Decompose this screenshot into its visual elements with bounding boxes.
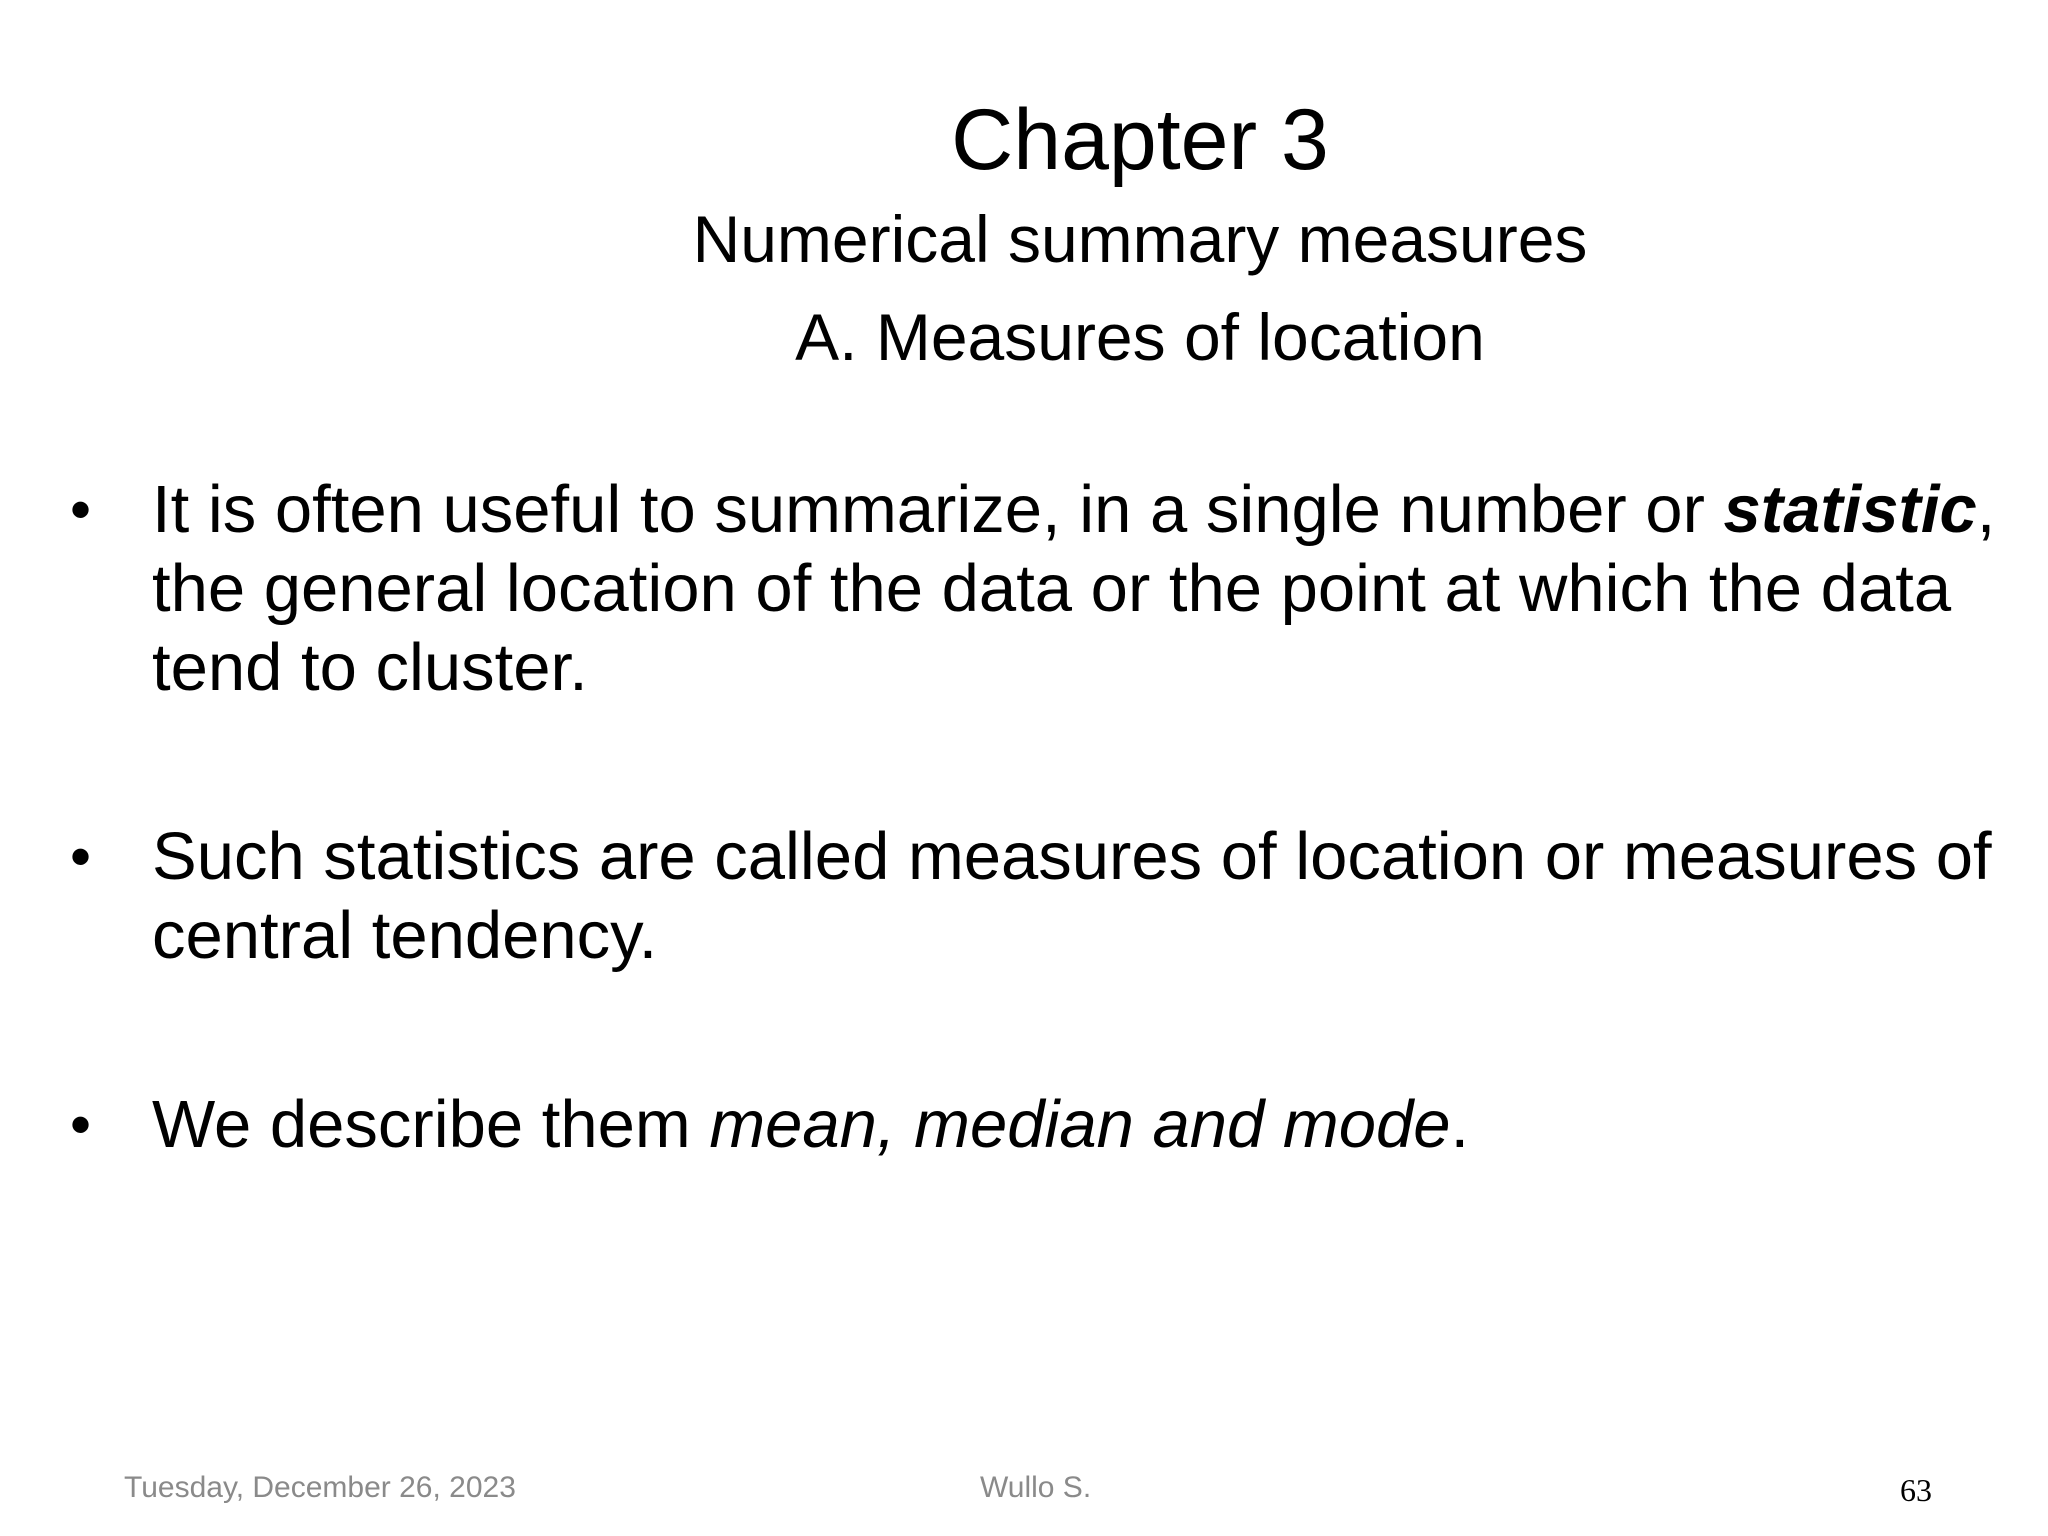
- bullet-1-emphasis: statistic: [1723, 472, 1977, 547]
- bullet-3-text-pre: We describe them: [152, 1087, 710, 1162]
- bullet-1-text-post: , the general location of the data or the point at which the data tend to cluster.: [152, 472, 1996, 705]
- bullet-item-3: [66, 1085, 1996, 1164]
- page-number: 63: [1900, 1472, 1932, 1508]
- bullet-icon: •: [70, 823, 92, 890]
- bullet-icon: •: [70, 476, 92, 543]
- bullet-icon: •: [70, 1091, 92, 1158]
- bullet-1-text-pre: It is often useful to summarize, in a single number or: [152, 472, 1724, 547]
- footer-author: Wullo S.: [980, 1471, 1092, 1504]
- chapter-title: Chapter 3: [951, 92, 1329, 188]
- footer-date: Tuesday, December 26, 2023: [124, 1471, 516, 1504]
- section-title: A. Measures of location: [795, 300, 1485, 374]
- bullet-3-text-post: .: [1450, 1087, 1470, 1162]
- bullet-2-text: Such statistics are called measures of location or measures of central tendency.: [152, 819, 1992, 973]
- bullet-item-2: [66, 817, 1996, 975]
- bullet-item-1: [66, 470, 1996, 707]
- title-block: [600, 90, 1680, 386]
- bullet-3-emphasis: mean, median and mode: [709, 1087, 1451, 1162]
- bullet-list: [66, 470, 1996, 1164]
- chapter-subtitle: Numerical summary measures: [692, 202, 1588, 276]
